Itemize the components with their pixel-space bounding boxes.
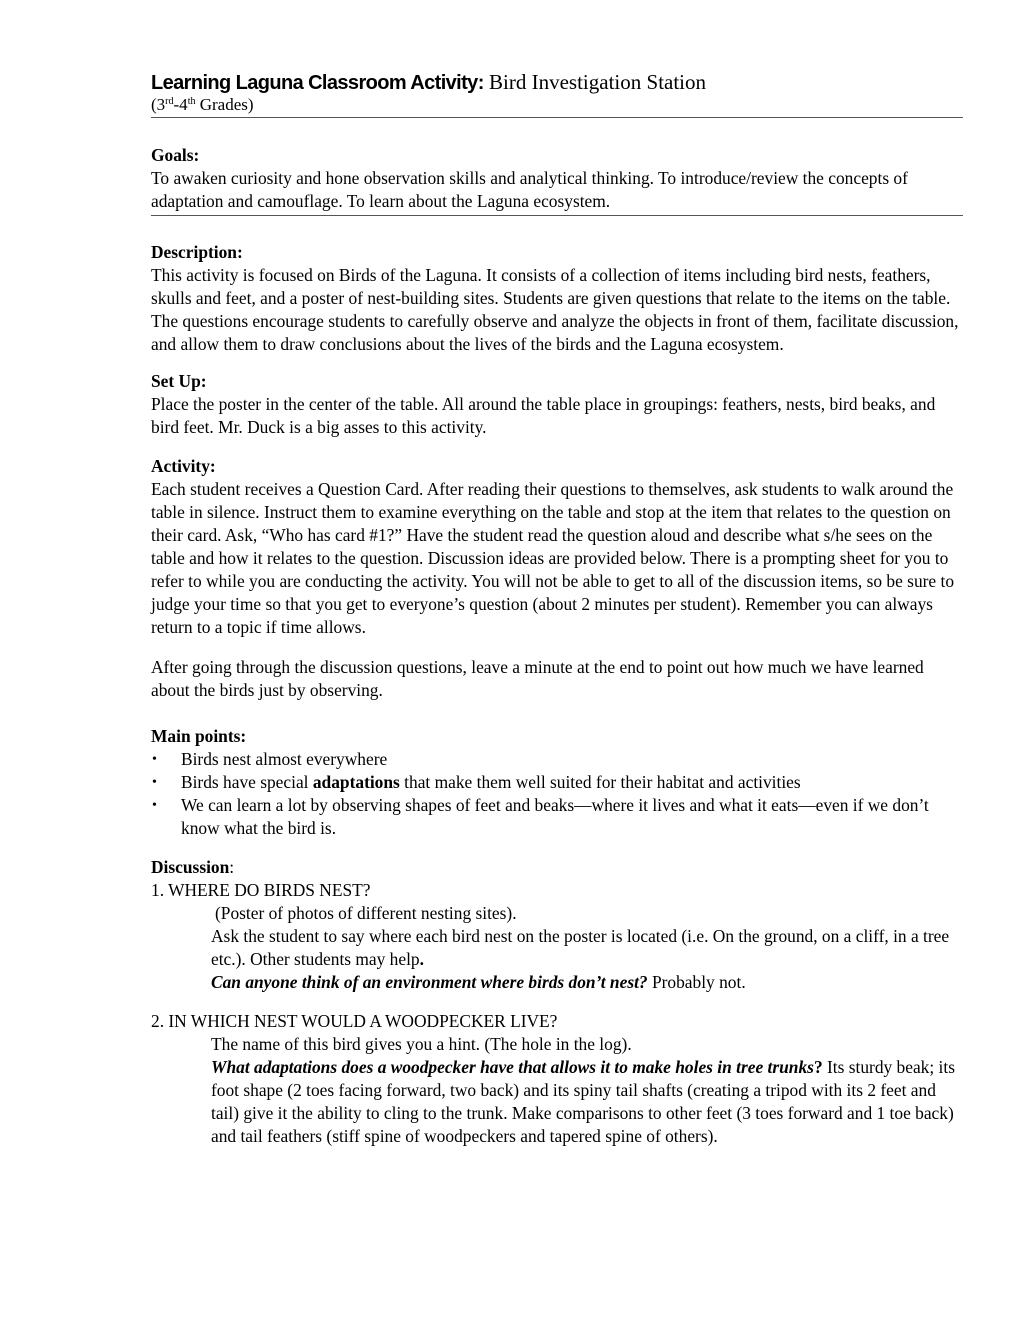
discussion-heading-text: Discussion [151,857,230,877]
discussion-q2-line1: The name of this bird gives you a hint. (The hole in the log). [211,1034,632,1054]
bullet-icon: • [152,775,157,790]
activity-section [151,455,963,702]
bullet-icon: • [152,798,157,813]
discussion-q1-question [151,971,963,994]
discussion-heading-colon: : [229,857,235,877]
discussion-heading [151,856,963,879]
discussion-q1-question-bold: Can anyone think of an environment where birds don’t nest? [211,972,648,992]
setup-section [151,370,963,439]
discussion-q2-answer: Its sturdy beak; its foot shape (2 toes facing forward, two back) and its spiny tail shafts (creating a tripod with its 2 feet and tail) give it the ability to cling to the trunk. Make comparisons to other feet (3 toes forward and 1 toe back) and tail feathers (stiff spine of woodpeckers and tapered spine of others). [211,1057,955,1146]
description-heading: Description: [151,242,243,262]
goals-text: To awaken curiosity and hone observation skills and analytical thinking. To introduce/review the concepts of adaptation and camouflage. To learn about the Laguna ecosystem. [151,168,908,211]
discussion-q1-title: 1. WHERE DO BIRDS NEST? [151,880,371,900]
main-point-2-pre: Birds have special [181,772,313,792]
setup-text: Place the poster in the center of the table. All around the table place in groupings: feathers, nests, bird beaks, and bird feet. Mr. Duck is a big asses to this activity. [151,394,936,437]
list-item [151,748,963,771]
title-subtitle: Bird Investigation Station [489,70,707,94]
discussion-item-2 [151,1010,963,1148]
description-text: This activity is focused on Birds of the Laguna. It consists of a collection of items including bird nests, feathers, skulls and feet, and a poster of nest-building sites. Students are given questions that relate to the items on the table. The questions encourage students to carefully observe and analyze the objects in front of them, facilitate discussion, and allow them to draw conclusions about the lives of the birds and the Laguna ecosystem. [151,265,959,354]
goals-heading: Goals: [151,145,200,165]
discussion-q1-line2-bold: . [419,949,424,969]
goals-section [151,144,963,216]
document-title [151,68,963,97]
main-point-1: Birds nest almost everywhere [181,749,388,769]
list-item [151,794,963,840]
title-bold: Learning Laguna Classroom Activity: [151,72,484,94]
discussion-q1-line2 [151,925,963,971]
discussion-q2-question-mark: ? [813,1057,823,1077]
discussion-item-1 [151,879,963,994]
activity-text-2: After going through the discussion questions, leave a minute at the end to point out how much we have learned about the birds just by observing. [151,657,924,700]
activity-text-1: Each student receives a Question Card. After reading their questions to themselves, ask students to walk around the table in silence. Instruct them to examine everything on the table and stop at the item that relates to the question on their card. Ask, “Who has card #1?” Have the student read the question aloud and describe what s/he sees on the table and how it relates to the question. Discussion ideas are provided below. There is a prompting sheet for you to refer to while you are conducting the activity. You will not be able to get to all of the discussion items, so be sure to judge your time so that you get to everyone’s question (about 2 minutes per student). Remember you can always return to a topic if time allows. [151,479,955,637]
main-points-list [151,748,963,840]
main-point-2-post: that make them well suited for their habitat and activities [399,772,801,792]
bullet-icon: • [152,752,157,767]
discussion-q1-line1: (Poster of photos of different nesting sites). [215,903,517,923]
description-section [151,241,963,356]
main-points-section [151,725,963,840]
main-points-heading: Main points: [151,726,247,746]
activity-heading: Activity: [151,456,216,476]
setup-heading: Set Up: [151,371,207,391]
grades-close: Grades) [199,95,254,114]
grades-dash: -4 [173,95,188,114]
list-item [151,771,963,794]
discussion-q1-answer: Probably not. [647,972,746,992]
main-point-2-bold: adaptations [312,772,400,792]
grades-sup-2: th [187,96,196,107]
discussion-section [151,856,963,1148]
discussion-q1-line2-text: Ask the student to say where each bird nest on the poster is located (i.e. On the ground, on a cliff, in a tree etc.). Other students may help [211,926,950,969]
discussion-q2-question-bold: What adaptations does a woodpecker have that allows it to make holes in tree trunks [211,1057,814,1077]
grade-range [151,95,963,118]
discussion-q2-question [151,1056,963,1148]
discussion-q2-title: 2. IN WHICH NEST WOULD A WOODPECKER LIVE? [151,1011,558,1031]
document-page [151,68,963,1148]
main-point-3: We can learn a lot by observing shapes of feet and beaks—where it lives and what it eats—even if we don’t know what the bird is. [181,795,929,838]
grades-sup-1: rd [165,96,174,107]
grades-open: (3 [151,95,166,114]
